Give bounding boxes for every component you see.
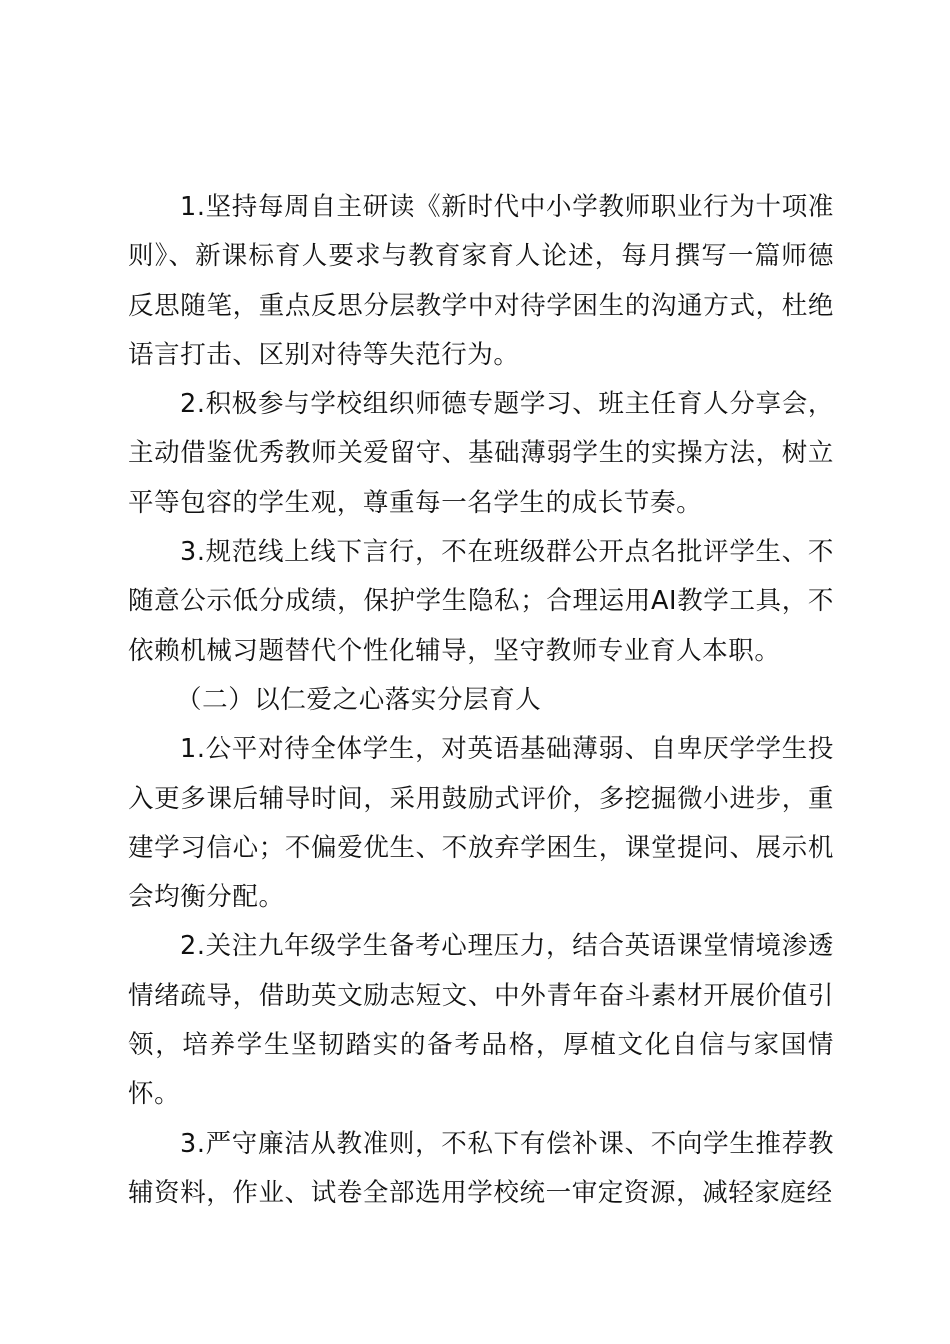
document-body <box>128 183 834 1218</box>
paragraph-2: 2.积极参与学校组织师德专题学习、班主任育人分享会，主动借鉴优秀教师关爱留守、基础薄弱学生的实操方法，树立平等包容的学生观，尊重每一名学生的成长节奏。 <box>128 389 834 518</box>
section-paragraph-2: 2.关注九年级学生备考心理压力，结合英语课堂情境渗透情绪疏导，借助英文励志短文、中外青年奋斗素材开展价值引领，培养学生坚韧踏实的备考品格，厚植文化自信与家国情怀。 <box>128 931 834 1110</box>
section-paragraph-3: 3.严守廉洁从教准则，不私下有偿补课、不向学生推荐教辅资料，作业、试卷全部选用学校统一审定资源，减轻家庭经 <box>128 1128 834 1208</box>
section-heading: （二）以仁爱之心落实分层育人 <box>176 684 542 715</box>
paragraph-3: 3.规范线上线下言行，不在班级群公开点名批评学生、不随意公示低分成绩，保护学生隐私；合理运用AI教学工具，不依赖机械习题替代个性化辅导，坚守教师专业育人本职。 <box>128 537 834 666</box>
paragraph-1: 1.坚持每周自主研读《新时代中小学教师职业行为十项准则》、新课标育人要求与教育家育人论述，每月撰写一篇师德反思随笔，重点反思分层教学中对待学困生的沟通方式，杜绝语言打击、区别对待等失范行为。 <box>128 192 834 370</box>
section-paragraph-1: 1.公平对待全体学生，对英语基础薄弱、自卑厌学学生投入更多课后辅导时间，采用鼓励式评价，多挖掘微小进步，重建学习信心；不偏爱优生、不放弃学困生，课堂提问、展示机会均衡分配。 <box>128 734 834 913</box>
